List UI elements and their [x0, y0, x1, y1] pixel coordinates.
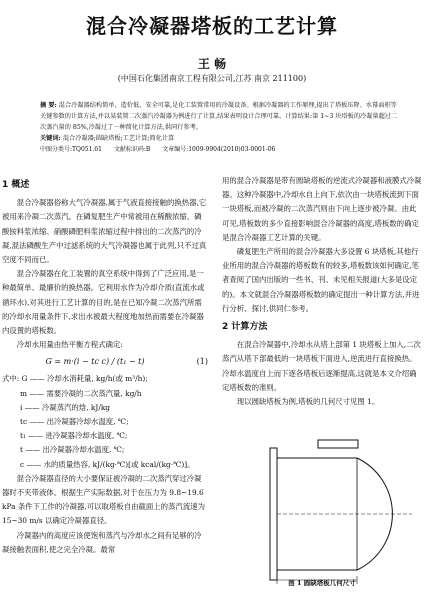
where-line: t —— 出冷凝器冷却水温度, ℃; — [20, 445, 125, 455]
paragraph: 现以圆缺塔板为例,塔板的几何尺寸见图 1。 — [236, 397, 380, 407]
article-number: 文章编号:1009-9904(2010)03-0001-06 — [162, 146, 276, 153]
clc-code: 中图分类号:TQ051.61 — [40, 146, 102, 153]
formula: G = m·(i − tc c) / (t₁ − t) — [45, 357, 145, 367]
abstract-text — [40, 100, 400, 133]
keywords-value: 混合冷凝器;圆缺塔板;工艺计算;简化计算 — [62, 135, 175, 142]
where-line: 式中: G —— 冷却水消耗量, kg/h(或 m³/h); — [2, 374, 148, 384]
keywords-label: 关键词: — [40, 135, 61, 142]
page-title: 混合冷凝器塔板的工艺计算 — [86, 14, 338, 38]
paragraph: 用的混合冷凝器是带有圆缺塔板的逆流式冷凝器和液膜式冷凝器。这种冷凝器中,冷却水自上向下,依次由一块塔板流到下面一块塔板,而被冷凝的二次蒸汽则由下向上逐步被冷凝。由此可见,塔板数的多少直接影响混合冷凝器的高度,塔板数的确定是混合冷凝器工艺计算的关键。 — [222, 176, 422, 242]
section-heading-1: 1 概述 — [2, 180, 30, 190]
abstract-block — [40, 100, 400, 155]
where-line: i —— 冷凝蒸汽的焓, kJ/kg — [20, 402, 111, 412]
where-line: tc —— 出冷凝器冷却水温度, ℃; — [20, 417, 129, 427]
paragraph: 磷复肥生产所用的混合冷凝器大多设置 6 块塔板,其他行业所用的混合冷凝器的塔板数有的较多,塔板数该如何确定,笔者查阅了国内出版的一些书、刊、未见相关报道(大多是设定的)。本文就混合冷凝器塔板数的确定提出一种计算方法,并进行分析、探讨,供同仁参考。 — [222, 247, 420, 313]
shell-wall — [270, 448, 277, 580]
figure-caption: 图 1 圆缺塔板几何尺寸 — [288, 579, 356, 587]
abstract-label: 摘 要: — [40, 102, 57, 109]
where-line: c —— 水的质量热容, kJ/(kg·℃)[或 kcal/(kg·℃)]。 — [20, 459, 195, 469]
right-column — [222, 174, 422, 409]
doc-code: 文献标识码:B — [113, 146, 151, 153]
affiliation: (中国石化集团南京工程有限公司,江苏 南京 211100) — [117, 74, 307, 83]
author: 王 畅 — [197, 57, 227, 71]
paragraph: 冷凝器内的高度应该使饱和蒸汽与冷却水之间有足够的冷凝接触表面积,使之完全冷凝。最常 — [2, 530, 202, 554]
paragraph: 冷却水用量由热平衡方程式确定: — [16, 340, 123, 350]
abstract-body: 混合冷凝器结构简单、造价低、安全可靠,是化工装置常用的冷凝设备。根据冷凝器的工作原理,提出了塔板压降、水幕面积等关键参数的计算方法,并以某装置二次蒸汽冷凝器为例进行了计算,结果表明设计合理可靠。计算结果:第 1~3 块塔板的冷凝量超过二次蒸汽量的 85%,冷凝过了一种简化计算方法,供同行参考。 — [40, 102, 398, 131]
tray-top-weir — [318, 440, 358, 448]
paragraph: 混合冷凝器直径的大小要保证被冷凝的二次蒸汽穿过冷凝器时不夹带液体。根据生产实际数据,对于在压力为 9.8~19.6 kPa 条件下工作的冷凝器,可以取塔板自由截面上的蒸汽流速为 15~30 m/s 以确定冷凝器直径。 — [2, 473, 205, 526]
tray-geometry-figure — [222, 430, 422, 590]
keywords-line — [40, 133, 400, 144]
meta-line — [40, 144, 400, 155]
paragraph: 混合冷凝器俗称大气冷凝器,属于气液直接接触的换热器,它被用来冷凝二次蒸汽。在磷复肥生产中常被用在稀酸浓缩、磷酸铵料浆浓缩、硝酸磷肥料浆浓缩过程中排出的二次蒸汽的冷凝,混法磷酸生产中过滤系统的大气冷凝器也属于此列,只不过真空度不同而已。 — [2, 198, 207, 265]
paragraph: 在混合冷凝器中,冷却水从塔上部第 1 块塔板上加入,二次蒸汽从塔下部最低的一块塔板下面进入,逆流进行直接换热。冷却水温度自上而下逐各塔板后逐渐提高,这就是本文介绍确定塔板数的准则。 — [222, 340, 421, 392]
equation-number: (1) — [196, 357, 208, 367]
paragraph: 混合冷凝器在化工装置的真空系统中得到了广泛应用,是一种最简单、最廉价的换热器。它利用水作为冷却介质(直流水或循环水),对其进行工艺计算的目的,是在已知冷凝二次蒸汽所需的冷却水用量条件下,求出水被最大程度地加热而需要在冷凝器内设置的塔板数。 — [2, 269, 205, 336]
left-column — [2, 174, 208, 557]
where-line: m —— 需要冷凝的二次蒸汽量, kg/h — [20, 388, 142, 398]
where-line: t₁ —— 进冷凝器冷却水温度, ℃; — [20, 431, 128, 441]
section-heading-2: 2 计算方法 — [222, 322, 268, 333]
equation-1 — [2, 352, 208, 372]
